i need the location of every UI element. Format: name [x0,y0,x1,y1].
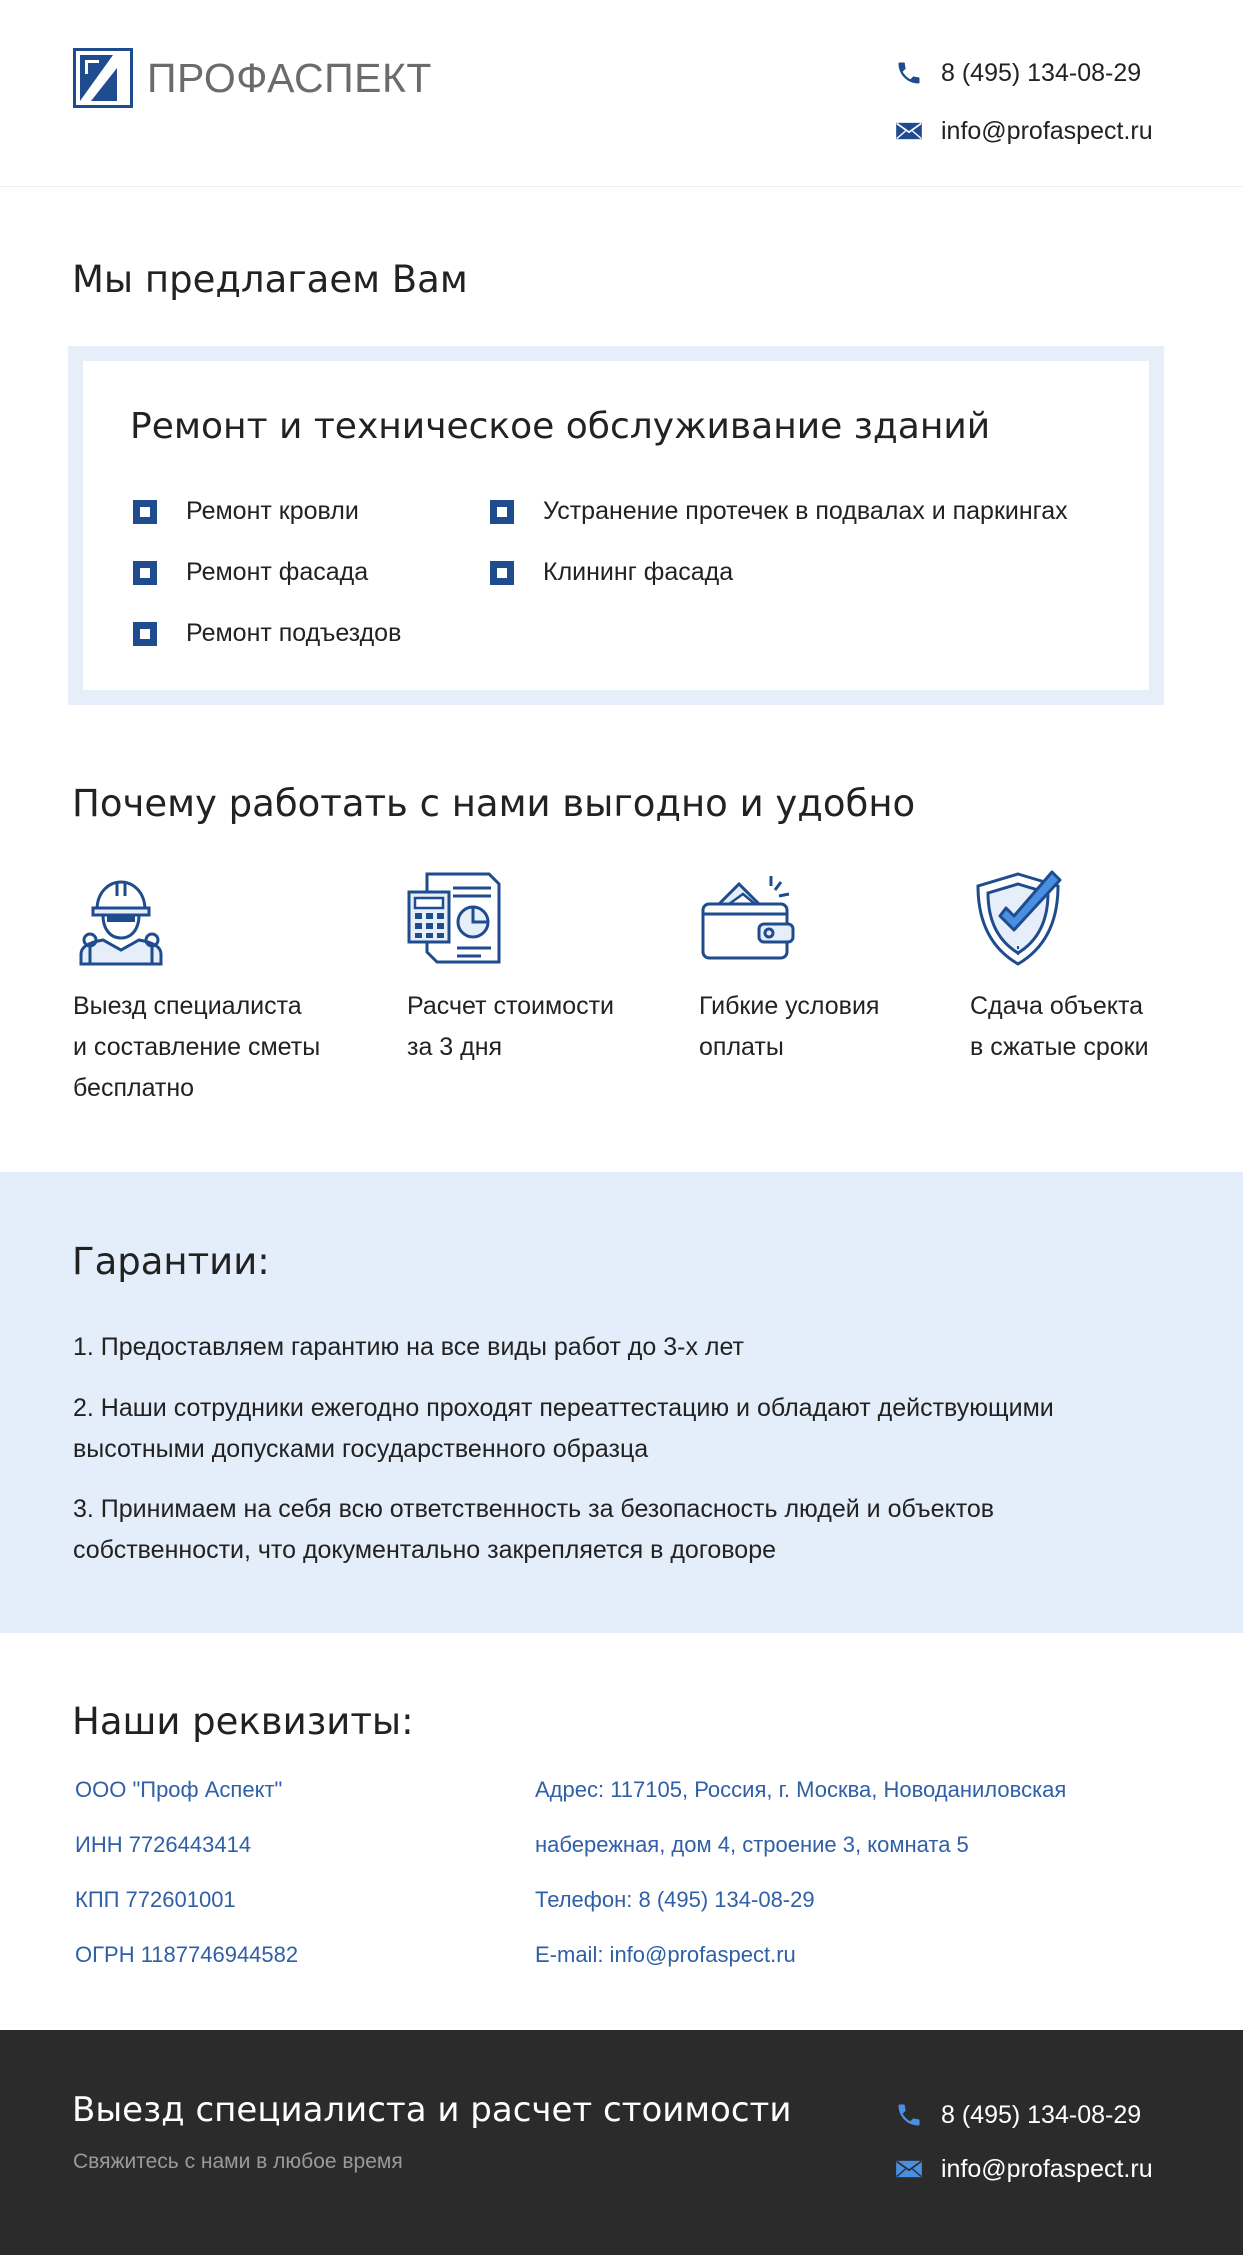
guarantee-item [73,1388,1153,1470]
logo[interactable] [73,48,432,108]
feature-line: Сдача объекта [970,992,1144,1020]
feature-text [73,986,383,1109]
guarantee-item [73,1489,1153,1571]
requisite-phone[interactable]: Телефон: 8 (495) 134-08-29 [535,1887,815,1912]
requisite-kpp: КПП 772601001 [75,1887,236,1912]
guarantees-section [0,1172,1243,1633]
phone-icon [895,2101,923,2129]
worker-icon [73,870,169,966]
mail-icon [895,2155,923,2183]
header-contacts [895,52,1153,168]
service-item [133,481,401,542]
calculator-chart-icon [407,870,503,966]
feature-flexible-payment [699,870,1009,1068]
offer-title: Мы предлагаем Вам [72,258,468,301]
service-label: Ремонт подъездов [186,619,402,647]
header-email[interactable] [895,110,1153,152]
service-item [133,542,401,603]
feature-fast-delivery [970,870,1243,1068]
requisite-ogrn: ОГРН 1187746944582 [75,1942,299,1967]
requisite-inn: ИНН 7726443414 [75,1832,252,1857]
services-list-left [133,481,401,664]
footer-phone[interactable] [895,2094,1153,2136]
guarantees-title: Гарантии: [72,1240,270,1283]
feature-line: Выезд специалиста [73,992,302,1020]
requisite-address: Адрес: 117105, Россия, г. Москва, Новоданиловская [535,1777,1067,1802]
phone-icon [895,59,923,87]
requisite-address-cont: набережная, дом 4, строение 3, комната 5 [535,1832,969,1857]
footer-email-text: info@profaspect.ru [941,2154,1153,2183]
service-label: Устранение протечек в подвалах и паркингах [543,497,1068,525]
guarantee-line: 2. Наши сотрудники ежегодно проходят переаттестацию и обладают действующими [73,1394,1054,1422]
logo-mark-icon [73,48,133,108]
feature-line: Гибкие условия [699,992,880,1020]
service-item [133,603,401,664]
footer-email[interactable] [895,2148,1153,2190]
service-item [490,481,1068,542]
square-bullet-icon [490,500,514,524]
footer-title: Выезд специалиста и расчет стоимости [72,2090,792,2130]
feature-line: Расчет стоимости [407,992,615,1020]
feature-line: оплаты [699,1033,784,1061]
guarantee-line: 3. Принимаем на себя всю ответственность за безопасность людей и объектов [73,1495,995,1523]
feature-text [407,986,717,1068]
feature-line: за 3 дня [407,1033,503,1061]
feature-line: и составление сметы [73,1033,321,1061]
square-bullet-icon [133,500,157,524]
service-label: Ремонт кровли [186,497,359,525]
wallet-icon [699,870,795,966]
guarantee-line: собственности, что документально закрепляется в договоре [73,1536,777,1564]
requisites-left [75,1772,298,1992]
logo-text: ПРОФАСПЕКТ [147,54,432,101]
feature-free-visit [73,870,383,1109]
services-card [68,346,1164,705]
square-bullet-icon [133,561,157,585]
footer-subtitle: Свяжитесь с нами в любое время [73,2150,403,2173]
guarantee-line: 1. Предоставляем гарантию на все виды работ до 3-х лет [73,1333,745,1361]
requisite-company: ООО "Проф Аспект" [75,1777,283,1802]
header-email-text: info@profaspect.ru [941,116,1153,145]
service-item [490,542,1068,603]
square-bullet-icon [133,622,157,646]
guarantee-item [73,1327,1153,1368]
services-list-right [490,481,1068,603]
requisites-right [535,1772,1066,1992]
feature-text [970,986,1243,1068]
why-title: Почему работать с нами выгодно и удобно [72,782,916,825]
service-label: Клининг фасада [543,558,734,586]
services-card-title: Ремонт и техническое обслуживание зданий [130,406,991,447]
footer [0,2030,1243,2255]
mail-icon [895,117,923,145]
service-label: Ремонт фасада [186,558,369,586]
header [0,0,1243,187]
footer-phone-text: 8 (495) 134-08-29 [941,2100,1142,2129]
header-phone[interactable] [895,52,1153,94]
requisite-email[interactable]: E-mail: info@profaspect.ru [535,1942,796,1967]
feature-line: в сжатые сроки [970,1033,1149,1061]
feature-line: бесплатно [73,1074,195,1102]
square-bullet-icon [490,561,514,585]
guarantee-line: высотными допусками государственного образца [73,1435,649,1463]
footer-contacts [895,2094,1153,2202]
feature-text [699,986,1009,1068]
requisites-title: Наши реквизиты: [72,1700,414,1743]
header-phone-text: 8 (495) 134-08-29 [941,58,1142,87]
shield-check-icon [970,870,1066,966]
feature-cost-estimate [407,870,717,1068]
